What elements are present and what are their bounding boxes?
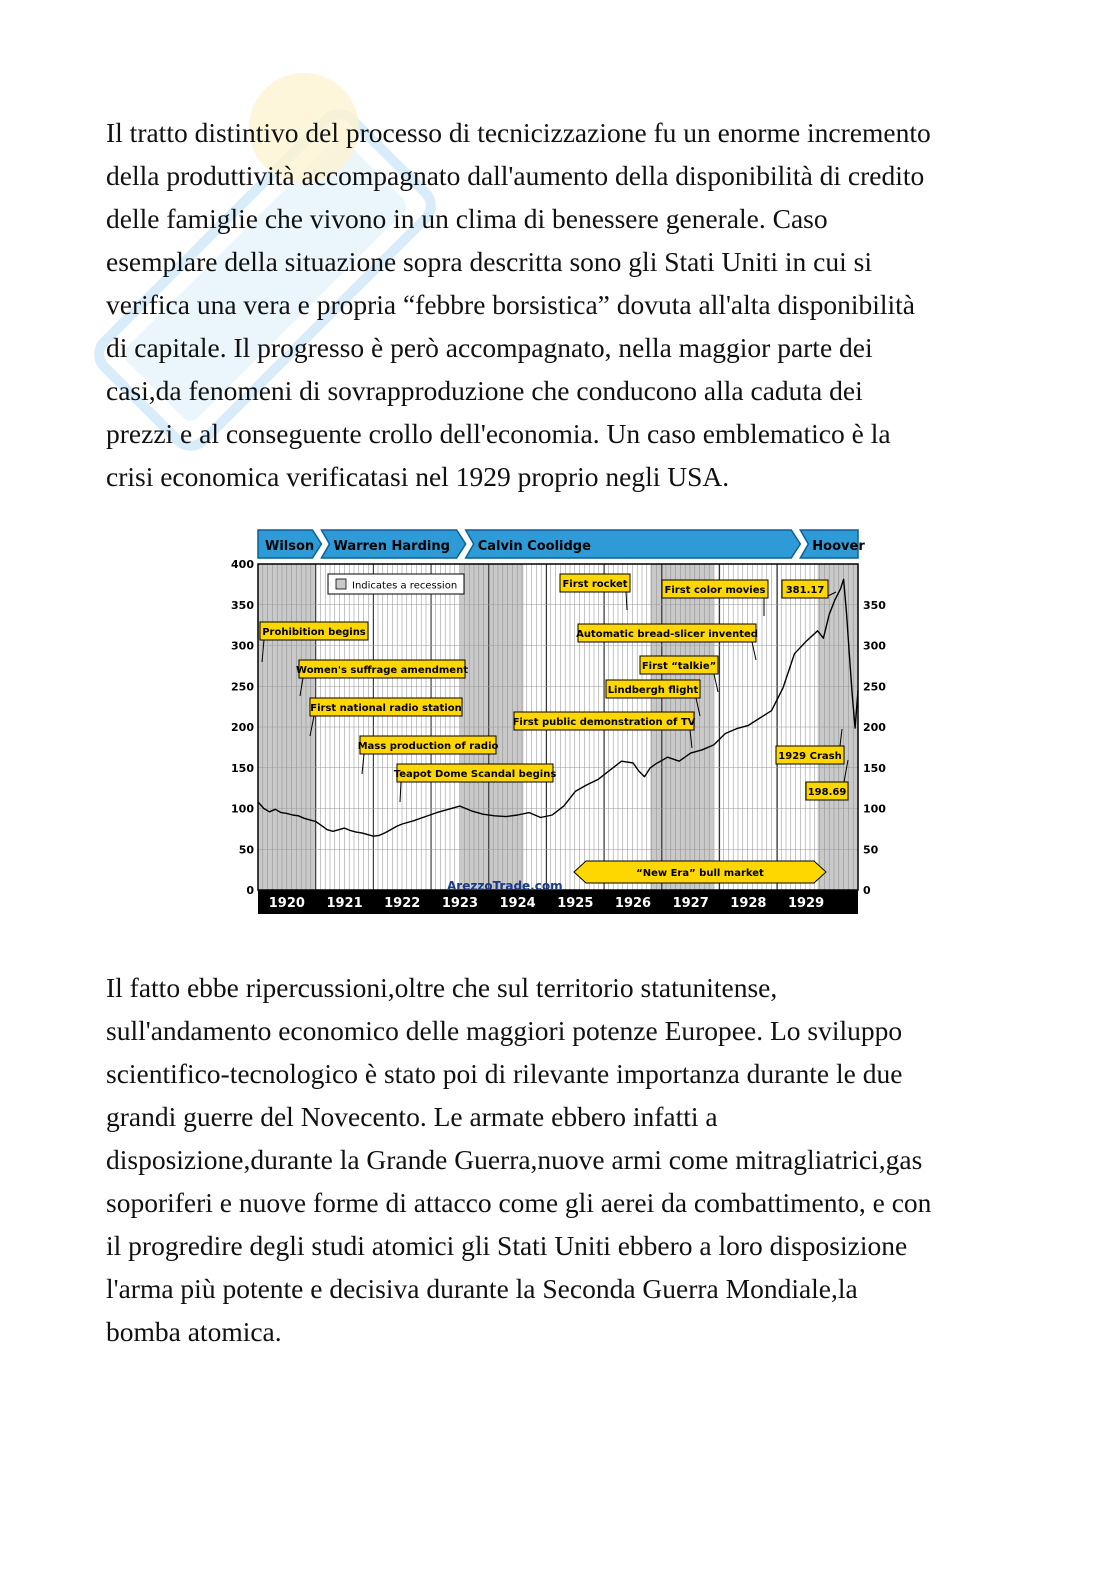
text-line: di capitale. Il progresso è però accompagnato, nella maggior parte dei [106,332,873,363]
x-tick-label: 1921 [326,896,363,911]
x-tick-label: 1927 [672,896,709,911]
text-line: bomba atomica. [106,1316,282,1347]
text-line: della produttività accompagnato dall'aumento della disponibilità di credito [106,160,925,191]
text-line: esemplare della situazione sopra descritta sono gli Stati Uniti in cui si [106,246,872,277]
legend-label: Indicates a recession [352,580,458,592]
president-label: Warren Harding [333,539,450,554]
text-line: prezzi e al conseguente crollo dell'economia. Un caso emblematico è la [106,418,891,449]
callout-label: Automatic bread-slicer invented [576,629,758,640]
callout-label: First color movies [664,585,766,596]
y-tick-label-left: 350 [231,598,254,612]
y-tick-label-right: 350 [863,598,886,612]
x-tick-label: 1928 [730,896,767,911]
callout-label: 198.69 [807,787,847,798]
callout-label: Mass production of radio [357,741,499,752]
y-tick-label-right: 100 [863,802,886,816]
callout-label: First rocket [562,579,628,590]
callout-label: First national radio station [310,703,462,714]
callout-label: Women's suffrage amendment [296,665,468,676]
text-line: Il tratto distintivo del processo di tecnicizzazione fu un enorme incremento [106,117,931,148]
text-line: verifica una vera e propria “febbre borsistica” dovuta all'alta disponibilità [106,289,915,320]
president-label: Calvin Coolidge [477,539,591,554]
text-line: disposizione,durante la Grande Guerra,nuove armi come mitragliatrici,gas [106,1144,923,1175]
y-tick-label-right: 300 [863,639,886,653]
y-tick-label-left: 200 [231,721,254,734]
x-tick-label: 1920 [268,896,305,911]
text-line: Il fatto ebbe ripercussioni,oltre che sul territorio statunitense, [106,972,778,1003]
y-tick-label-left: 400 [231,558,254,571]
bull-market-label: “New Era” bull market [636,868,764,879]
y-tick-label-left: 300 [231,639,254,653]
callout-label: Teapot Dome Scandal begins [393,769,557,780]
y-tick-label-right: 200 [863,721,886,734]
y-tick-label-left: 50 [238,843,254,857]
callout-label: Prohibition begins [262,627,366,638]
source-label: ArezzoTrade.com [447,879,563,893]
legend-recession-swatch [336,579,346,589]
text-line: scientifico-tecnologico è stato poi di rilevante importanza durante le due [106,1058,903,1089]
callout-label: 1929 Crash [778,751,842,762]
callout-label: 381.17 [785,585,825,596]
text-line: il progredire degli studi atomici gli Stati Uniti ebbero a loro disposizione [106,1230,908,1261]
y-tick-label-right: 0 [863,884,871,897]
x-tick-label: 1924 [499,896,536,911]
x-tick-label: 1929 [787,896,825,911]
y-tick-label-left: 150 [231,761,254,775]
text-line: sull'andamento economico delle maggiori potenze Europee. Lo sviluppo [106,1015,903,1046]
x-tick-label: 1923 [441,896,479,911]
y-tick-label-right: 50 [863,843,879,857]
text-line: casi,da fenomeni di sovrapproduzione che conducono alla caduta dei [106,375,863,406]
dow-jones-chart [222,524,892,924]
president-label: Hoover [812,539,865,554]
callout-label: Lindbergh flight [607,685,699,696]
text-line: delle famiglie che vivono in un clima di benessere generale. Caso [106,203,828,234]
president-label: Wilson [265,539,315,554]
y-tick-label-left: 0 [246,884,254,897]
x-tick-label: 1922 [384,896,421,911]
x-tick-label: 1926 [614,896,652,911]
text-line: grandi guerre del Novecento. Le armate ebbero infatti a [106,1101,718,1132]
paragraph-consequences [106,966,1026,1353]
y-tick-label-right: 250 [863,680,886,694]
y-tick-label-left: 100 [231,802,254,816]
callout-label: First “talkie” [641,661,717,672]
paragraph-intro [106,111,1026,498]
callout-label: First public demonstration of TV [512,717,696,728]
text-line: crisi economica verificatasi nel 1929 proprio negli USA. [106,461,730,492]
text-line: soporiferi e nuove forme di attacco come gli aerei da combattimento, e con [106,1187,932,1218]
text-line: l'arma più potente e decisiva durante la Seconda Guerra Mondiale,la [106,1273,858,1304]
y-tick-label-left: 250 [231,680,254,694]
x-tick-label: 1925 [557,896,594,911]
y-tick-label-right: 150 [863,761,886,775]
